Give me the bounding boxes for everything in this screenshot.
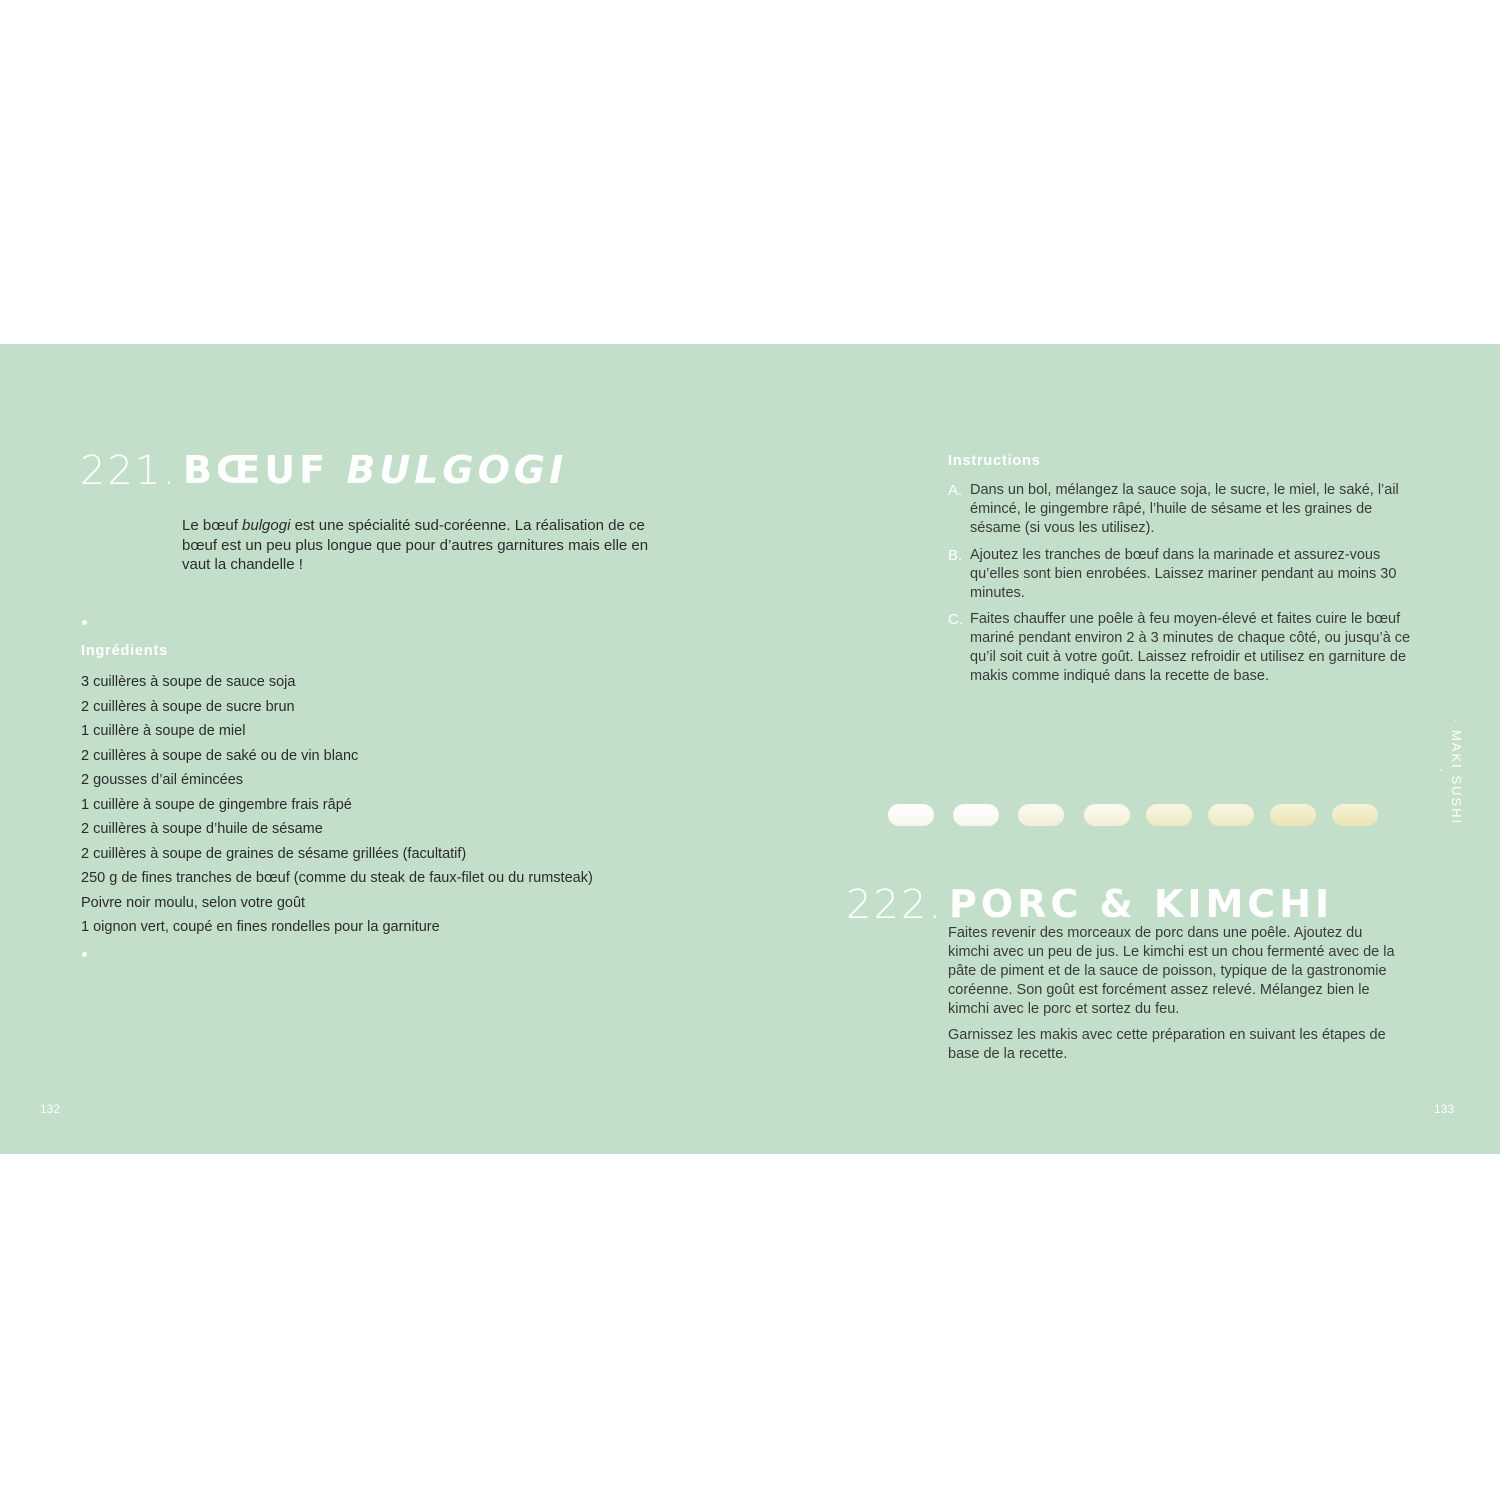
ingredient-item: 2 gousses d’ail émincées [81,772,244,788]
ingredient-item: 1 oignon vert, coupé en fines rondelles pour la garniture [81,919,440,935]
recipe-title-italic: BULGOGI [346,448,568,492]
maki-pill-icon [1332,804,1378,826]
ingredients-heading: Ingrédients [81,643,168,659]
intro-text-italic: bulgogi [242,517,291,534]
separator-dot [82,952,87,957]
section-side-tab: · MAKI SUSHI · [1434,717,1464,826]
recipe-number-222: 222. [846,882,944,928]
maki-pill-icon [1270,804,1316,826]
recipe-222-paragraph: Faites revenir des morceaux de porc dans une poêle. Ajoutez du kimchi avec un peu de jus. Le kimchi est un chou fermenté avec de la pâte de piment et de la sauce de poisson, typique de la gastronomie coréenne. Son goût est forcément assez relevé. Mélangez bien le kimchi avec le porc et sortez du feu. [948,925,1395,1017]
maki-pill-icon [1084,804,1130,826]
page-number-left: 132 [40,1102,61,1116]
page-number-right: 133 [1434,1102,1455,1116]
step-text: Ajoutez les tranches de bœuf dans la marinade et assurez-vous qu’elles sont bien enrobées. Laissez mariner pendant au moins 30 minutes. [970,546,1397,601]
recipe-title-prefix: BŒUF [183,448,347,492]
step-text: Dans un bol, mélangez la sauce soja, le sucre, le miel, le saké, l’ail émincé, le gingembre râpé, l’huile de sésame et les graines de sésame (si vous les utilisez). [970,482,1399,536]
step-letter: C. [948,611,963,628]
recipe-222-paragraph: Garnissez les makis avec cette préparation en suivant les étapes de base de la recette. [948,1027,1386,1062]
instruction-step [948,546,1423,603]
instruction-step [948,481,1423,538]
recipe-title-222: PORC & KIMCHI [949,882,1334,926]
book-spread [0,344,1500,1154]
maki-decoration-row [888,800,1388,830]
maki-pill-icon [1018,804,1064,826]
step-text: Faites chauffer une poêle à feu moyen-élevé et faites cuire le bœuf mariné pendant environ 2 à 3 minutes de chaque côté, ou jusqu’à ce qu’il soit cuit à votre goût. Laissez refroidir et utilisez en garniture de makis comme indiqué dans la recette de base. [970,611,1411,684]
recipe-intro [182,516,662,575]
step-letter: A. [948,482,963,499]
ingredient-item: 3 cuillères à soupe de sauce soja [81,674,296,690]
ingredient-item: 250 g de fines tranches de bœuf (comme du steak de faux-filet ou du rumsteak) [81,870,593,886]
instructions-heading: Instructions [948,453,1041,469]
recipe-title-221 [183,448,567,492]
ingredient-item: Poivre noir moulu, selon votre goût [81,894,306,911]
maki-pill-icon [888,804,934,826]
maki-pill-icon [953,804,999,826]
instruction-step [948,610,1423,686]
recipe-number-221: 221. [80,448,178,494]
ingredient-item: 1 cuillère à soupe de miel [81,723,246,739]
ingredient-item: 1 cuillère à soupe de gingembre frais râpé [81,796,352,813]
separator-dot [82,620,87,625]
ingredient-item: 2 cuillères à soupe d’huile de sésame [81,821,323,837]
step-letter: B. [948,546,963,564]
ingredient-item: 2 cuillères à soupe de saké ou de vin blanc [81,747,359,764]
intro-text-start: Le bœuf [182,517,243,534]
maki-pill-icon [1208,804,1254,826]
instructions-list [948,481,1423,694]
maki-pill-icon [1146,804,1192,826]
ingredient-item: 2 cuillères à soupe de graines de sésame grillées (facultatif) [81,845,467,862]
intro-text-end: est une spécialité sud-coréenne. La réalisation de ce bœuf est un peu plus longue que pour d’autres garnitures mais elle en vaut la chandelle ! [182,517,649,573]
ingredients-list [81,670,593,940]
ingredient-item: 2 cuillères à soupe de sucre brun [81,698,295,715]
